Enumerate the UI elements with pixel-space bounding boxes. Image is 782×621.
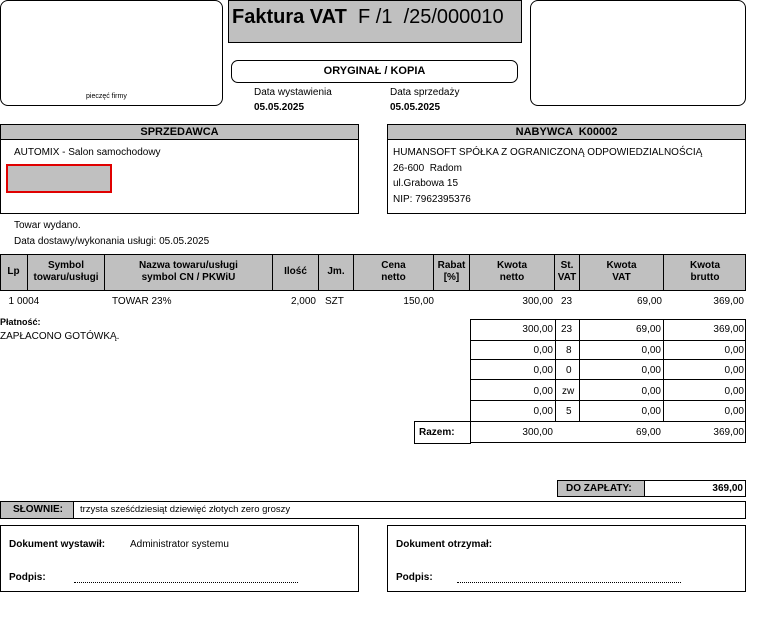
original-copy-label: ORYGINAŁ / KOPIA	[323, 65, 426, 77]
vat-summary-row: 0,00 zw 0,00 0,00	[533, 386, 744, 397]
row-price: 150,00	[403, 296, 434, 307]
row-unit: SZT	[325, 296, 344, 307]
seller-title: SPRZEDAWCA	[140, 126, 219, 138]
buyer-header	[387, 124, 746, 140]
buyer-nip: NIP: 7962395376	[393, 194, 471, 205]
to-pay-amount-box	[644, 480, 746, 497]
seller-name: AUTOMIX - Salon samochodowy	[14, 147, 161, 158]
row-vat-rate: 23	[561, 296, 573, 307]
invoice-number: F /1 /25/000010	[358, 6, 504, 28]
seller-highlight-box	[6, 164, 112, 193]
issued-by-label: Dokument wystawił:	[9, 539, 106, 550]
col-vat: Kwota VAT	[580, 254, 664, 290]
original-copy-box	[231, 60, 518, 83]
col-symbol: Symbol towaru/usługi	[28, 254, 105, 290]
in-words-text: trzysta sześćdziesiąt dziewięć złotych zero groszy	[80, 504, 291, 515]
total-label: Razem:	[419, 427, 455, 438]
issued-by-name: Administrator systemu	[130, 539, 229, 550]
invoice-title: Faktura VAT	[232, 6, 347, 28]
total-label-box	[414, 421, 471, 444]
issuer-signature-line	[74, 582, 298, 583]
col-lp: Lp	[0, 254, 28, 290]
total-vat: 69,00	[635, 427, 661, 438]
table-row	[0, 296, 746, 308]
row-name: TOWAR 23%	[112, 296, 172, 307]
total-gross: 369,00	[713, 427, 744, 438]
received-by-label: Dokument otrzymał:	[396, 539, 493, 550]
col-unit: Jm.	[319, 254, 354, 290]
col-price: Cena netto	[354, 254, 434, 290]
row-qty: 2,000	[290, 296, 316, 307]
col-vat-rate: St. VAT	[555, 254, 580, 290]
col-name: Nazwa towaru/usługi symbol CN / PKWiU	[105, 254, 273, 290]
payment-label: Płatność:	[0, 317, 41, 327]
in-words-label-box	[0, 501, 74, 519]
goods-issued-note: Towar wydano.	[14, 220, 81, 231]
col-discount: Rabat [%]	[434, 254, 470, 290]
col-qty: Ilość	[273, 254, 319, 290]
vat-summary-row: 0,00 8 0,00 0,00	[533, 345, 744, 356]
buyer-title: NABYWCA K00002	[515, 126, 618, 138]
buyer-city: 26-600 Radom	[393, 163, 462, 174]
payment-method: ZAPŁACONO GOTÓWKĄ.	[0, 331, 120, 342]
row-net: 300,00	[522, 296, 553, 307]
in-words-label: SŁOWNIE:	[13, 504, 63, 515]
sale-date-label: Data sprzedaży	[390, 87, 460, 98]
total-row	[470, 427, 746, 441]
col-gross: Kwota brutto	[690, 260, 720, 283]
vat-summary-row: 300,00 23 69,00 369,00	[522, 324, 744, 335]
stamp-label: pieczęć firmy	[86, 93, 127, 100]
total-net: 300,00	[522, 427, 553, 438]
issue-date-label: Data wystawienia	[254, 87, 332, 98]
company-stamp-box	[0, 0, 223, 106]
buyer-name: HUMANSOFT SPÓŁKA Z OGRANICZONĄ ODPOWIEDZIALNOŚCIĄ	[393, 147, 703, 158]
receiver-signature-line	[457, 582, 681, 583]
col-net: Kwota netto	[470, 254, 555, 290]
vat-summary-row: 0,00 0 0,00 0,00	[533, 365, 744, 376]
to-pay-label-box	[557, 480, 645, 497]
sale-date: 05.05.2025	[390, 102, 441, 113]
row-lp: 1	[8, 296, 14, 307]
issuer-signature-label: Podpis:	[9, 572, 46, 583]
receiver-signature-label: Podpis:	[396, 572, 433, 583]
row-gross: 369,00	[713, 296, 744, 307]
buyer-stamp-box	[530, 0, 746, 106]
seller-header	[0, 124, 359, 140]
to-pay-label: DO ZAPŁATY:	[566, 483, 632, 494]
issue-date: 05.05.2025	[254, 102, 305, 113]
vat-summary-row: 0,00 5 0,00 0,00	[533, 406, 744, 417]
row-vat: 69,00	[636, 296, 662, 307]
delivery-date-note: Data dostawy/wykonania usługi: 05.05.2025	[14, 236, 210, 247]
to-pay-amount: 369,00	[712, 483, 743, 494]
row-symbol: 0004	[17, 296, 40, 307]
buyer-street: ul.Grabowa 15	[393, 178, 459, 189]
